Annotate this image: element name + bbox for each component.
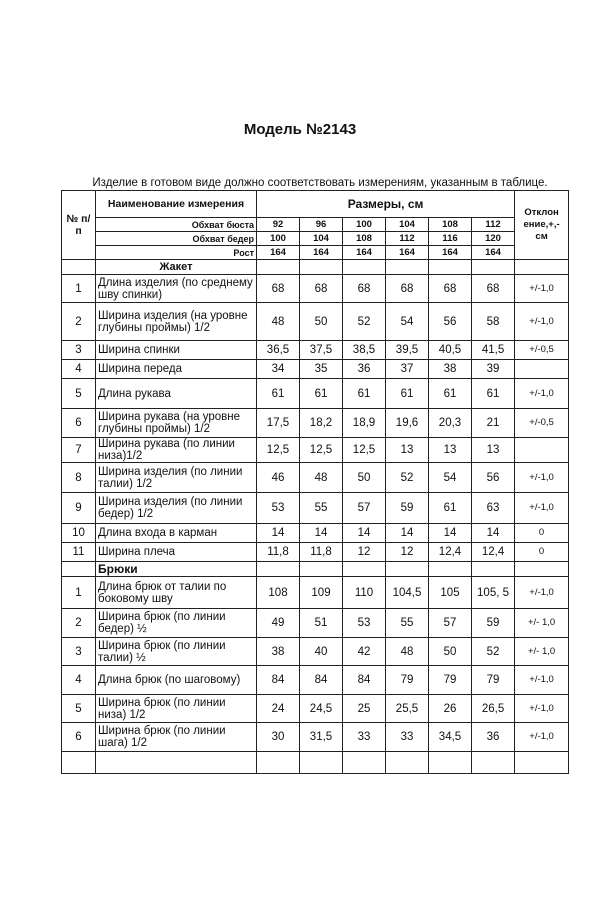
measurement-value: 104,5 [386,577,429,609]
measurement-value: 52 [386,463,429,493]
measurement-name: Ширина брюк (по линии бедер) ½ [96,609,257,638]
row-number: 4 [62,360,96,379]
measurement-value: 25,5 [386,695,429,723]
measurement-value: 42 [343,638,386,666]
empty-row [62,752,569,774]
deviation-value: +/- 1,0 [515,609,569,638]
measurement-value: 34 [257,360,300,379]
height-size: 164 [386,246,429,260]
measurement-value: 105 [429,577,472,609]
row-number: 7 [62,438,96,463]
measurement-name: Ширина брюк (по линии низа) 1/2 [96,695,257,723]
table-row [62,409,569,438]
row-number: 5 [62,379,96,409]
table-row [62,723,569,752]
empty-cell [472,752,515,774]
table-row [62,493,569,524]
measurement-value: 61 [429,379,472,409]
measurement-value: 61 [429,493,472,524]
measurement-value: 26,5 [472,695,515,723]
row-number: 3 [62,638,96,666]
measurement-value: 14 [343,524,386,543]
measurement-value: 38,5 [343,341,386,360]
measurement-value: 84 [300,666,343,695]
height-label: Рост [96,246,257,260]
deviation-value: +/-1,0 [515,463,569,493]
measurement-value: 84 [257,666,300,695]
measurement-name: Ширина брюк (по линии талии) ½ [96,638,257,666]
measurement-value: 54 [429,463,472,493]
deviation-value: +/-1,0 [515,275,569,303]
deviation-value: +/-1,0 [515,723,569,752]
deviation-value: +/- 1,0 [515,638,569,666]
table-row [62,638,569,666]
section-empty-cell [257,260,300,275]
table-row [62,360,569,379]
empty-cell [62,752,96,774]
measurement-value: 26 [429,695,472,723]
measurement-value: 48 [386,638,429,666]
measurement-value: 58 [472,303,515,341]
height-size: 164 [429,246,472,260]
header-row-height [62,246,569,260]
measurement-value: 12 [386,543,429,562]
section-num-cell [62,562,96,577]
measurement-value: 38 [429,360,472,379]
measurement-value: 14 [429,524,472,543]
measurement-value: 21 [472,409,515,438]
section-empty-cell [472,562,515,577]
measurement-value: 68 [386,275,429,303]
deviation-value: +/-1,0 [515,695,569,723]
empty-cell [386,752,429,774]
measurement-value: 48 [300,463,343,493]
measurement-value: 24 [257,695,300,723]
table-row [62,379,569,409]
section-empty-cell [343,260,386,275]
measurement-value: 55 [300,493,343,524]
measurement-value: 79 [472,666,515,695]
section-empty-cell [343,562,386,577]
measurement-value: 13 [429,438,472,463]
measurement-value: 11,8 [300,543,343,562]
measurement-value: 46 [257,463,300,493]
section-empty-cell [386,260,429,275]
section-empty-cell [300,562,343,577]
hips-size: 112 [386,232,429,246]
measurement-value: 57 [343,493,386,524]
row-number: 10 [62,524,96,543]
deviation-value: +/-0,5 [515,341,569,360]
empty-cell [515,752,569,774]
measurement-value: 50 [343,463,386,493]
measurement-value: 14 [472,524,515,543]
hips-size: 108 [343,232,386,246]
table-row [62,303,569,341]
measurement-name: Длина изделия (по среднему шву спинки) [96,275,257,303]
measurement-value: 59 [472,609,515,638]
table-row [62,524,569,543]
row-number: 11 [62,543,96,562]
measurement-name: Ширина изделия (на уровне глубины проймы) 1/2 [96,303,257,341]
header-row-bust [62,218,569,232]
row-number: 3 [62,341,96,360]
measurement-value: 24,5 [300,695,343,723]
section-empty-cell [429,562,472,577]
measurement-value: 61 [343,379,386,409]
row-number: 9 [62,493,96,524]
bust-size: 92 [257,218,300,232]
measurement-value: 110 [343,577,386,609]
empty-cell [343,752,386,774]
measurement-value: 68 [257,275,300,303]
measurement-value: 39,5 [386,341,429,360]
row-number: 1 [62,275,96,303]
row-number: 4 [62,666,96,695]
measurement-value: 61 [386,379,429,409]
measurement-value: 68 [472,275,515,303]
measurement-name: Ширина рукава (по линии низа)1/2 [96,438,257,463]
bust-size: 108 [429,218,472,232]
measurement-value: 35 [300,360,343,379]
measurement-value: 12,5 [300,438,343,463]
measurement-value: 37 [386,360,429,379]
height-size: 164 [343,246,386,260]
measurement-value: 30 [257,723,300,752]
hips-label: Обхват бедер [96,232,257,246]
measurement-value: 56 [472,463,515,493]
section-empty-cell [429,260,472,275]
measurement-value: 55 [386,609,429,638]
table-row [62,341,569,360]
measurement-value: 34,5 [429,723,472,752]
measurement-value: 37,5 [300,341,343,360]
section-row [62,260,569,275]
table-row [62,609,569,638]
height-size: 164 [472,246,515,260]
measurement-value: 52 [472,638,515,666]
table-row [62,438,569,463]
measurement-name: Ширина переда [96,360,257,379]
measurement-value: 14 [386,524,429,543]
bust-size: 104 [386,218,429,232]
measurement-name: Ширина спинки [96,341,257,360]
section-empty-cell [515,260,569,275]
measurement-value: 36,5 [257,341,300,360]
measurement-value: 11,8 [257,543,300,562]
row-number: 8 [62,463,96,493]
hips-size: 100 [257,232,300,246]
measurement-value: 41,5 [472,341,515,360]
measurement-value: 79 [429,666,472,695]
measurement-value: 68 [343,275,386,303]
measurement-value: 68 [429,275,472,303]
measurement-name: Длина брюк от талии по боковому шву [96,577,257,609]
section-empty-cell [515,562,569,577]
section-empty-cell [300,260,343,275]
deviation-value: +/-1,0 [515,577,569,609]
measurement-value: 52 [343,303,386,341]
row-number: 2 [62,303,96,341]
measurement-name: Ширина изделия (по линии талии) 1/2 [96,463,257,493]
measurement-value: 14 [257,524,300,543]
measurement-value: 108 [257,577,300,609]
measurement-value: 12,4 [429,543,472,562]
measurement-value: 79 [386,666,429,695]
measurement-value: 33 [343,723,386,752]
measurement-value: 14 [300,524,343,543]
measurement-value: 84 [343,666,386,695]
measurement-value: 40 [300,638,343,666]
deviation-value: +/-1,0 [515,666,569,695]
measurement-value: 13 [472,438,515,463]
measurement-name: Длина входа в карман [96,524,257,543]
measurement-value: 57 [429,609,472,638]
name-column-header: Наименование измерения [96,191,257,218]
measurement-value: 61 [300,379,343,409]
empty-cell [96,752,257,774]
measurement-value: 40,5 [429,341,472,360]
measurement-name: Ширина брюк (по линии шага) 1/2 [96,723,257,752]
deviation-value: +/-0,5 [515,409,569,438]
hips-size: 116 [429,232,472,246]
deviation-value: 0 [515,543,569,562]
num-column-header: № п/п [62,191,96,260]
measurement-value: 105, 5 [472,577,515,609]
measurement-name: Ширина плеча [96,543,257,562]
table-row [62,543,569,562]
measurement-value: 12 [343,543,386,562]
hips-size: 120 [472,232,515,246]
measurement-value: 12,4 [472,543,515,562]
deviation-value [515,360,569,379]
table-row [62,463,569,493]
measurement-value: 18,2 [300,409,343,438]
deviation-value [515,438,569,463]
measurement-value: 49 [257,609,300,638]
measurement-value: 63 [472,493,515,524]
measurement-value: 19,6 [386,409,429,438]
table-row [62,275,569,303]
measurement-value: 54 [386,303,429,341]
measurement-value: 53 [257,493,300,524]
measurement-value: 61 [472,379,515,409]
hips-size: 104 [300,232,343,246]
table-note: Изделие в готовом виде должно соответствовать измерениям, указанным в таблице. [92,177,548,189]
measurement-value: 17,5 [257,409,300,438]
bust-size: 100 [343,218,386,232]
sizes-column-header: Размеры, см [257,191,515,218]
measurement-value: 51 [300,609,343,638]
header-row-title [62,191,569,218]
measurement-value: 50 [429,638,472,666]
measurement-value: 59 [386,493,429,524]
deviation-value: +/-1,0 [515,303,569,341]
measurement-value: 12,5 [343,438,386,463]
measurement-value: 36 [472,723,515,752]
deviation-value: 0 [515,524,569,543]
measurement-name: Длина брюк (по шаговому) [96,666,257,695]
measurement-value: 50 [300,303,343,341]
measurement-value: 33 [386,723,429,752]
row-number: 6 [62,723,96,752]
measurement-value: 53 [343,609,386,638]
model-title: Модель №2143 [243,121,357,138]
measurements-table-body [62,191,569,774]
row-number: 5 [62,695,96,723]
measurement-value: 48 [257,303,300,341]
deviation-value: +/-1,0 [515,379,569,409]
section-title: Жакет [96,260,257,275]
section-empty-cell [386,562,429,577]
measurement-value: 20,3 [429,409,472,438]
deviation-column-header: Отклон ение,+,- см [515,191,569,260]
empty-cell [429,752,472,774]
empty-cell [257,752,300,774]
measurement-value: 18,9 [343,409,386,438]
measurement-name: Ширина изделия (по линии бедер) 1/2 [96,493,257,524]
measurement-value: 13 [386,438,429,463]
table-row [62,695,569,723]
section-num-cell [62,260,96,275]
measurement-value: 68 [300,275,343,303]
section-empty-cell [472,260,515,275]
section-row [62,562,569,577]
row-number: 6 [62,409,96,438]
height-size: 164 [300,246,343,260]
measurement-value: 38 [257,638,300,666]
measurement-value: 31,5 [300,723,343,752]
bust-size: 96 [300,218,343,232]
measurement-name: Ширина рукава (на уровне глубины проймы) 1/2 [96,409,257,438]
measurement-name: Длина рукава [96,379,257,409]
deviation-value: +/-1,0 [515,493,569,524]
row-number: 2 [62,609,96,638]
empty-cell [300,752,343,774]
height-size: 164 [257,246,300,260]
measurement-value: 12,5 [257,438,300,463]
measurements-table [61,190,569,774]
measurement-value: 39 [472,360,515,379]
header-row-hips [62,232,569,246]
measurement-value: 56 [429,303,472,341]
table-row [62,666,569,695]
measurement-value: 61 [257,379,300,409]
measurement-value: 36 [343,360,386,379]
section-title: Брюки [96,562,257,577]
measurement-value: 25 [343,695,386,723]
measurement-value: 109 [300,577,343,609]
bust-size: 112 [472,218,515,232]
row-number: 1 [62,577,96,609]
section-empty-cell [257,562,300,577]
table-row [62,577,569,609]
bust-label: Обхват бюста [96,218,257,232]
